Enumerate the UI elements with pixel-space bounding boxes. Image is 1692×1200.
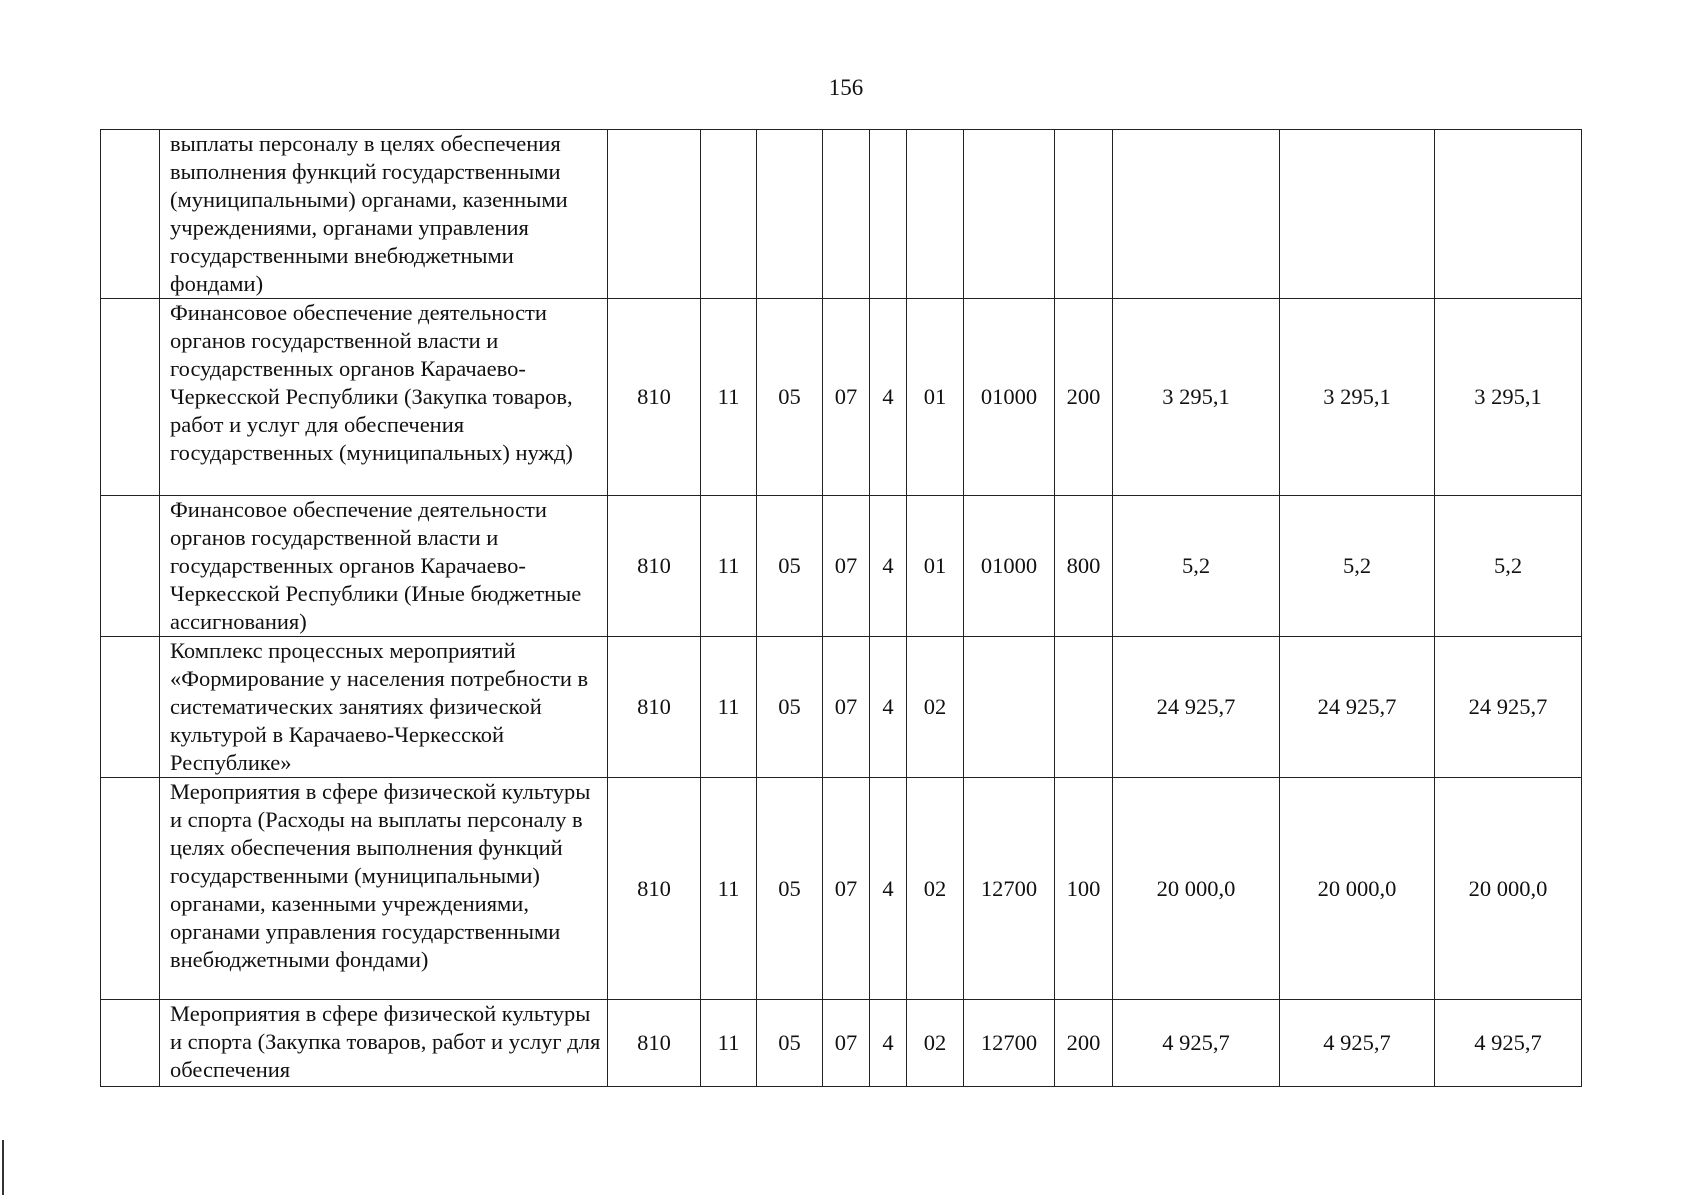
subsection-code-cell: 05 [757,299,823,496]
table-row [101,496,1582,637]
program-code-cell: 07 [823,1000,870,1087]
program-type-code-cell: 4 [870,1000,907,1087]
program-code-cell: 07 [823,496,870,637]
amount-year-2-cell: 5,2 [1280,496,1435,637]
amount-year-3-cell: 3 295,1 [1435,299,1582,496]
amount-year-1-cell [1113,130,1280,299]
amount-year-3-cell: 5,2 [1435,496,1582,637]
table-row [101,130,1582,299]
table-row [101,1000,1582,1087]
program-type-code-cell [870,130,907,299]
program-code-cell: 07 [823,778,870,1000]
page-number: 156 [828,75,864,100]
budget-table-body [101,130,1582,1087]
program-type-code-cell: 4 [870,778,907,1000]
expense-type-code-cell: 200 [1055,1000,1113,1087]
expense-name-cell: Мероприятия в сфере физической культуры и спорта (Закупка товаров, работ и услуг для обеспечения [160,1000,608,1087]
direction-code-cell [964,130,1055,299]
program-type-code-cell: 4 [870,299,907,496]
ministry-code-cell [608,130,701,299]
ministry-code-cell: 810 [608,778,701,1000]
subsection-code-cell: 05 [757,637,823,778]
amount-year-1-cell: 4 925,7 [1113,1000,1280,1087]
ministry-code-cell: 810 [608,1000,701,1087]
table-row [101,637,1582,778]
section-code-cell: 11 [701,1000,757,1087]
section-code-cell: 11 [701,637,757,778]
row-number-cell [101,1000,160,1087]
scan-edge-mark [2,1140,4,1195]
subsection-code-cell [757,130,823,299]
amount-year-2-cell: 24 925,7 [1280,637,1435,778]
subprogram-code-cell: 01 [907,299,964,496]
amount-year-1-cell: 24 925,7 [1113,637,1280,778]
program-type-code-cell: 4 [870,637,907,778]
amount-year-3-cell: 4 925,7 [1435,1000,1582,1087]
amount-year-1-cell: 20 000,0 [1113,778,1280,1000]
direction-code-cell: 01000 [964,299,1055,496]
expense-type-code-cell [1055,637,1113,778]
amount-year-3-cell [1435,130,1582,299]
amount-year-2-cell: 4 925,7 [1280,1000,1435,1087]
amount-year-1-cell: 5,2 [1113,496,1280,637]
direction-code-cell: 01000 [964,496,1055,637]
subsection-code-cell: 05 [757,778,823,1000]
subprogram-code-cell: 01 [907,496,964,637]
subprogram-code-cell [907,130,964,299]
direction-code-cell [964,637,1055,778]
amount-year-1-cell: 3 295,1 [1113,299,1280,496]
subprogram-code-cell: 02 [907,778,964,1000]
budget-table [100,129,1582,1087]
program-code-cell: 07 [823,299,870,496]
ministry-code-cell: 810 [608,299,701,496]
subsection-code-cell: 05 [757,1000,823,1087]
row-number-cell [101,496,160,637]
expense-name-cell: Комплекс процессных мероприятий «Формирование у населения потребности в систематических занятиях физической культурой в Карачаево-Черкесской Республике» [160,637,608,778]
subsection-code-cell: 05 [757,496,823,637]
amount-year-2-cell: 3 295,1 [1280,299,1435,496]
amount-year-3-cell: 24 925,7 [1435,637,1582,778]
row-number-cell [101,778,160,1000]
direction-code-cell: 12700 [964,1000,1055,1087]
amount-year-3-cell: 20 000,0 [1435,778,1582,1000]
program-code-cell [823,130,870,299]
subprogram-code-cell: 02 [907,637,964,778]
ministry-code-cell: 810 [608,496,701,637]
expense-name-cell: Финансовое обеспечение деятельности органов государственной власти и государственных органов Карачаево-Черкесской Республики (Иные бюджетные ассигнования) [160,496,608,637]
table-row [101,778,1582,1000]
direction-code-cell: 12700 [964,778,1055,1000]
section-code-cell: 11 [701,496,757,637]
program-type-code-cell: 4 [870,496,907,637]
program-code-cell: 07 [823,637,870,778]
row-number-cell [101,299,160,496]
expense-name-cell: Мероприятия в сфере физической культуры и спорта (Расходы на выплаты персоналу в целях обеспечения выполнения функций государственными (муниципальными) органами, казенными учреждениями, органами управления государственными внебюджетными фондами) [160,778,608,1000]
amount-year-2-cell: 20 000,0 [1280,778,1435,1000]
expense-type-code-cell [1055,130,1113,299]
expense-type-code-cell: 100 [1055,778,1113,1000]
section-code-cell: 11 [701,299,757,496]
row-number-cell [101,637,160,778]
subprogram-code-cell: 02 [907,1000,964,1087]
section-code-cell: 11 [701,778,757,1000]
expense-name-cell: выплаты персоналу в целях обеспечения выполнения функций государственными (муниципальными) органами, казенными учреждениями, органами управления государственными внебюджетными фондами) [160,130,608,299]
ministry-code-cell: 810 [608,637,701,778]
expense-type-code-cell: 200 [1055,299,1113,496]
row-number-cell [101,130,160,299]
expense-name-cell: Финансовое обеспечение деятельности органов государственной власти и государственных органов Карачаево-Черкесской Республики (Закупка товаров, работ и услуг для обеспечения государственных (муниципальных) нужд) [160,299,608,496]
table-row [101,299,1582,496]
amount-year-2-cell [1280,130,1435,299]
section-code-cell [701,130,757,299]
expense-type-code-cell: 800 [1055,496,1113,637]
